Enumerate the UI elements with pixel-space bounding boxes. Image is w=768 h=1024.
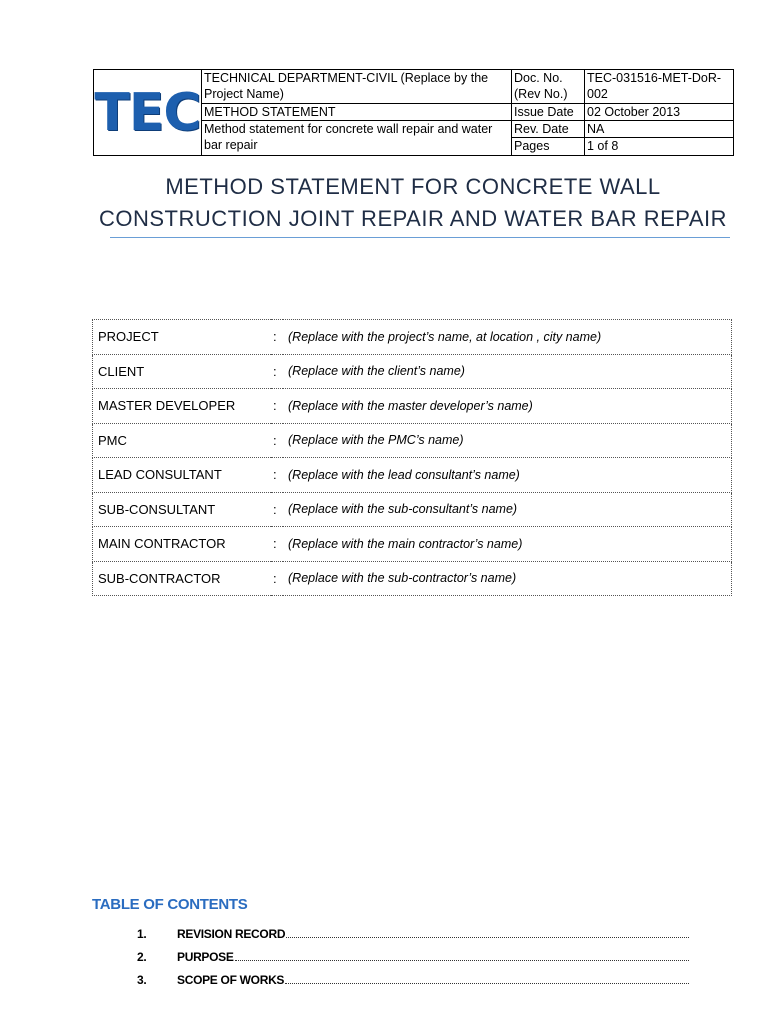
toc-item-label: PURPOSE [177, 950, 234, 964]
toc-item-number: 2. [137, 950, 147, 964]
header-table [93, 69, 734, 156]
row-label: CLIENT [93, 354, 272, 389]
row-separator: : [271, 354, 283, 389]
rev-pages-labels [512, 121, 585, 156]
toc-heading: TABLE OF CONTENTS [92, 896, 248, 913]
doc-desc-cell: Method statement for concrete wall repair and water bar repair [202, 121, 512, 156]
toc-item-number: 1. [137, 927, 147, 941]
client-row [93, 354, 732, 389]
toc-item-revision-record[interactable] [137, 925, 689, 941]
row-label: SUB-CONTRACTOR [93, 561, 272, 596]
toc-item-label: REVISION RECORD [177, 927, 286, 941]
doc-no-label: Doc. No. (Rev No.) [512, 70, 585, 104]
row-value: (Replace with the sub-consultant’s name) [283, 492, 732, 527]
title-divider [110, 237, 730, 238]
toc-item-scope-of-works[interactable] [137, 971, 689, 987]
toc-leader-dots [286, 937, 689, 938]
row-separator: : [271, 320, 283, 355]
row-separator: : [271, 561, 283, 596]
pmc-row [93, 423, 732, 458]
toc-leader-dots [235, 960, 689, 961]
row-label: LEAD CONSULTANT [93, 458, 272, 493]
row-separator: : [271, 527, 283, 562]
toc-item-purpose[interactable] [137, 948, 689, 964]
master-developer-row [93, 389, 732, 424]
logo-cell [94, 70, 202, 156]
lead-consultant-row [93, 458, 732, 493]
issue-date-value: 02 October 2013 [585, 104, 734, 121]
row-label: SUB-CONSULTANT [93, 492, 272, 527]
row-value: (Replace with the client’s name) [283, 354, 732, 389]
pages-label: Pages [512, 137, 584, 154]
document-title-line-2: CONSTRUCTION JOINT REPAIR AND WATER BAR REPAIR [98, 206, 728, 231]
project-info-table [92, 319, 732, 596]
doc-type-cell: METHOD STATEMENT [202, 104, 512, 121]
row-value: (Replace with the master developer’s name) [283, 389, 732, 424]
row-separator: : [271, 492, 283, 527]
pages-value: 1 of 8 [585, 137, 733, 154]
rev-date-label: Rev. Date [514, 122, 569, 136]
row-value: (Replace with the sub-contractor’s name) [283, 561, 732, 596]
toc-item-label: SCOPE OF WORKS [177, 973, 285, 987]
row-label: PMC [93, 423, 272, 458]
row-value: (Replace with the main contractor’s name) [283, 527, 732, 562]
doc-no-value: TEC-031516-MET-DoR-002 [585, 70, 734, 104]
rev-pages-values [585, 121, 734, 156]
tec-logo: TEC [94, 82, 201, 143]
sub-contractor-row [93, 561, 732, 596]
main-contractor-row [93, 527, 732, 562]
toc-leader-dots [285, 983, 689, 984]
department-cell: TECHNICAL DEPARTMENT-CIVIL (Replace by the Project Name) [202, 70, 512, 104]
project-row [93, 320, 732, 355]
row-separator: : [271, 458, 283, 493]
rev-date-value: NA [587, 122, 605, 136]
sub-consultant-row [93, 492, 732, 527]
row-label: MASTER DEVELOPER [93, 389, 272, 424]
row-value: (Replace with the PMC’s name) [283, 423, 732, 458]
row-label: MAIN CONTRACTOR [93, 527, 272, 562]
row-separator: : [271, 389, 283, 424]
row-separator: : [271, 423, 283, 458]
row-label: PROJECT [93, 320, 272, 355]
row-value: (Replace with the project’s name, at location , city name) [283, 320, 732, 355]
issue-date-label: Issue Date [512, 104, 585, 121]
row-value: (Replace with the lead consultant’s name) [283, 458, 732, 493]
document-title-line-1: METHOD STATEMENT FOR CONCRETE WALL [165, 174, 661, 199]
toc-item-number: 3. [137, 973, 147, 987]
